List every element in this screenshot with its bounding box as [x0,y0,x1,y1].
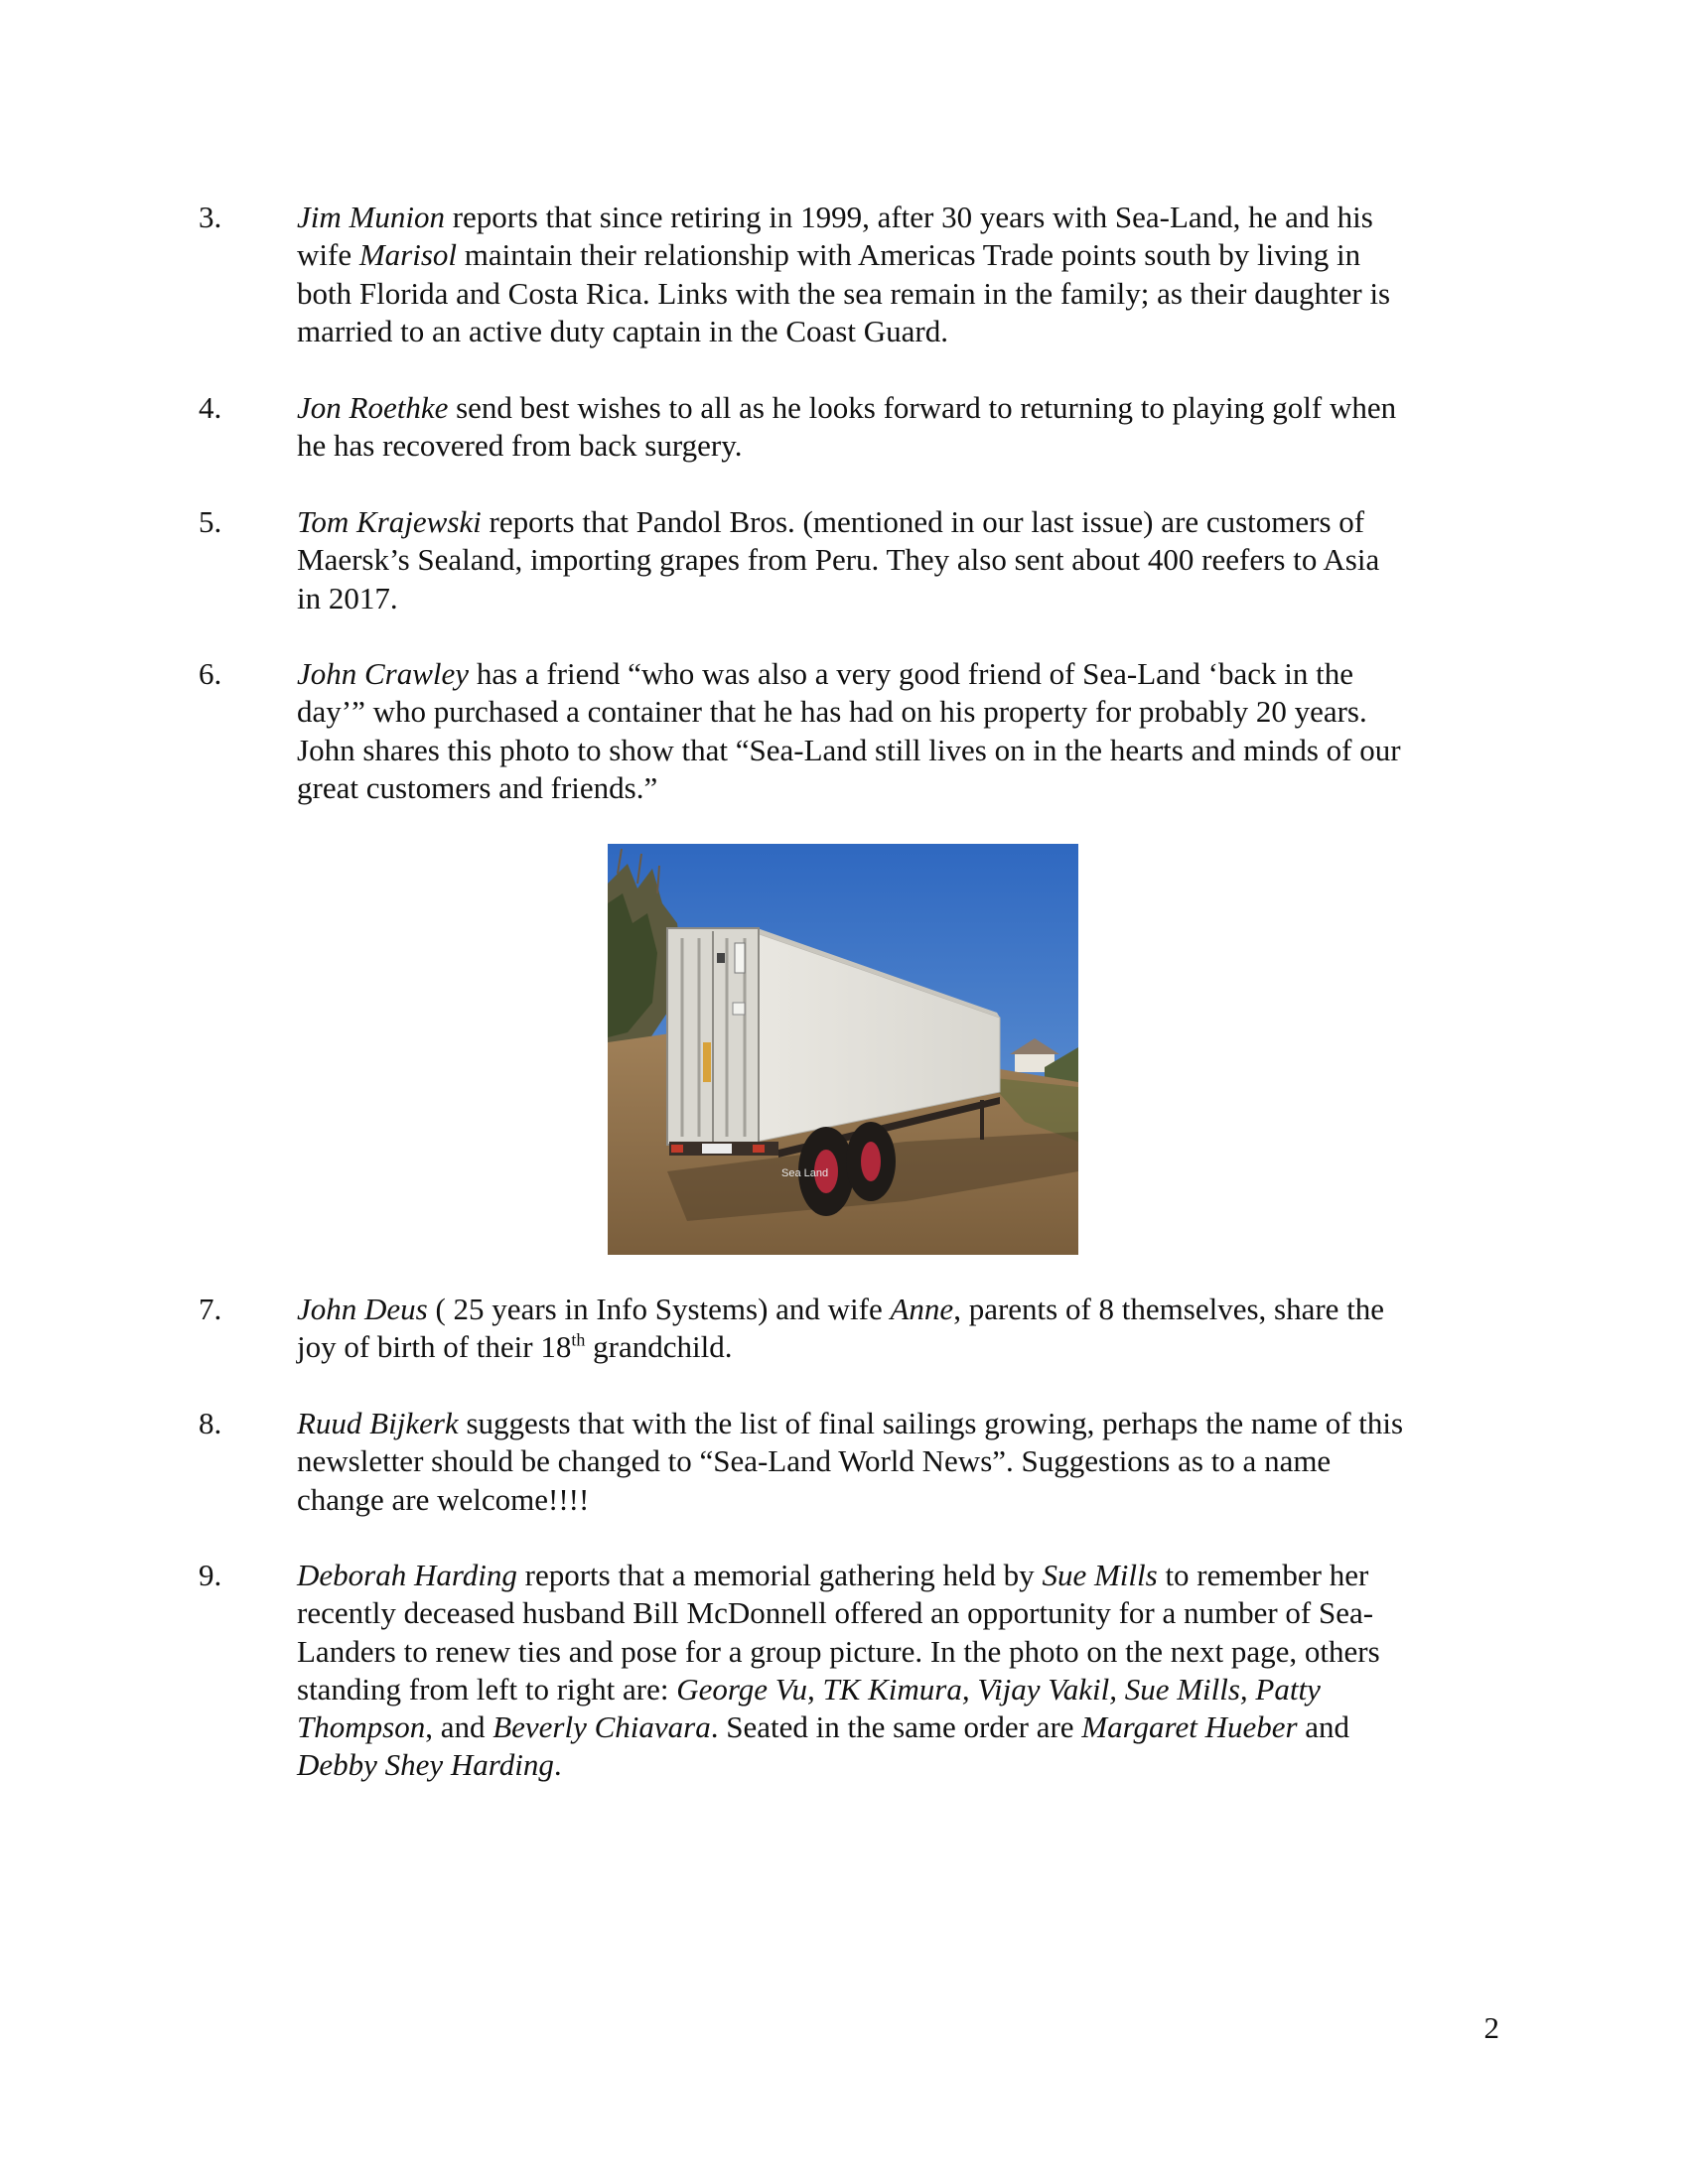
italic-name: Marisol [358,237,458,273]
item-number: 4. [199,390,222,425]
italic-name: Anne [890,1292,954,1326]
item-text [297,503,1498,617]
item-text [297,389,1498,466]
text-run: newsletter should be changed to “Sea-Land World News”. Suggestions as to a name [297,1443,1332,1479]
text-run: , parents of 8 themselves, share the [953,1292,1385,1326]
italic-name: Margaret Hueber [1081,1709,1298,1745]
text-line [297,580,1498,617]
italic-name: Thompson [297,1709,426,1745]
text-line [297,655,1498,693]
text-run: day’” who purchased a container that he has had on his property for probably 20 years. [297,694,1367,730]
text-run: maintain their relationship with Americas Trade points south by living in [457,237,1361,273]
italic-name: Debby Shey Harding [297,1747,554,1783]
italic-name: Jon Roethke [297,390,449,425]
text-run: in 2017. [297,580,398,615]
text-line [297,389,1498,427]
text-run: . Seated in the same order are [710,1709,1082,1745]
trailer-container-image [608,844,1078,1255]
text-line [297,275,1498,313]
italic-name: John Crawley [297,656,470,691]
italic-name: Deborah Harding [297,1558,517,1592]
text-run: , and [425,1709,493,1745]
text-line [297,541,1498,579]
text-run: to remember her [1157,1558,1369,1592]
text-run: joy of birth of their 18 [297,1329,572,1365]
sea-land-marking: Sea Land [781,1167,829,1179]
text-run: th [571,1329,586,1350]
item-text [297,1291,1498,1367]
text-run: send best wishes to all as he looks forward to returning to playing golf when [448,390,1397,425]
text-line [297,1442,1498,1480]
text-line [297,693,1498,731]
text-run: and [1297,1709,1350,1745]
text-run: has a friend “who was also a very good friend of Sea-Land ‘back in the [469,656,1353,691]
text-run: reports that Pandol Bros. (mentioned in our last issue) are customers of [481,504,1365,539]
text-run: grandchild. [585,1329,733,1365]
text-run: Landers to renew ties and pose for a group picture. In the photo on the next page, others [297,1633,1380,1669]
text-line [297,1633,1498,1671]
text-line [297,769,1498,807]
text-run: Maersk’s Sealand, importing grapes from Peru. They also sent about 400 reefers to Asia [297,542,1380,578]
italic-name: George Vu, TK Kimura, Vijay Vakil, Sue Mills, Patty [676,1671,1321,1706]
text-run: he has recovered from back surgery. [297,428,743,464]
text-line [297,732,1498,769]
item-number: 8. [199,1406,222,1440]
item-number: 9. [199,1558,222,1592]
text-run: John shares this photo to show that “Sea-Land still lives on in the hearts and minds of our [297,732,1401,767]
text-run: . [553,1747,562,1783]
item-number: 3. [199,200,222,234]
text-line [297,1708,1498,1746]
text-run: great customers and friends.” [297,769,658,805]
text-run: ( 25 years in Info Systems) and wife [427,1292,891,1326]
text-line [297,1405,1498,1442]
item-text [297,1557,1498,1785]
text-run: both Florida and Costa Rica. Links with the sea remain in the family; as their daughter is [297,275,1391,311]
italic-name: Ruud Bijkerk [297,1406,459,1440]
text-line [297,427,1498,465]
item-number: 5. [199,504,222,539]
text-run: married to an active duty captain in the Coast Guard. [297,313,948,348]
text-run: reports that a memorial gathering held by [516,1558,1043,1592]
item-number: 6. [199,656,222,691]
text-line [297,236,1498,274]
item-text [297,1405,1498,1519]
italic-name: Beverly Chiavara [492,1709,711,1745]
italic-name: Sue Mills [1042,1558,1158,1592]
text-line [297,1481,1498,1519]
page-number: 2 [1483,2010,1499,2045]
text-run: suggests that with the list of final sailings growing, perhaps the name of this [458,1406,1404,1440]
text-line [297,199,1498,236]
italic-name: Tom Krajewski [297,504,482,539]
text-line [297,1746,1498,1784]
text-line [297,313,1498,350]
text-run: wife [297,237,359,273]
italic-name: Jim Munion [297,200,445,234]
container-photo [608,844,1078,1255]
italic-name: John Deus [297,1292,428,1326]
text-line [297,1291,1498,1328]
text-run: standing from left to right are: [297,1671,677,1706]
item-number: 7. [199,1292,222,1326]
text-line [297,1671,1498,1708]
text-line [297,1594,1498,1632]
item-text [297,655,1498,807]
item-text [297,199,1498,350]
text-line [297,1328,1498,1366]
text-run: recently deceased husband Bill McDonnell offered an opportunity for a number of Sea- [297,1595,1374,1631]
text-run: reports that since retiring in 1999, after 30 years with Sea-Land, he and his [444,200,1373,234]
text-run: change are welcome!!!! [297,1481,590,1517]
text-line [297,1557,1498,1594]
text-line [297,503,1498,541]
